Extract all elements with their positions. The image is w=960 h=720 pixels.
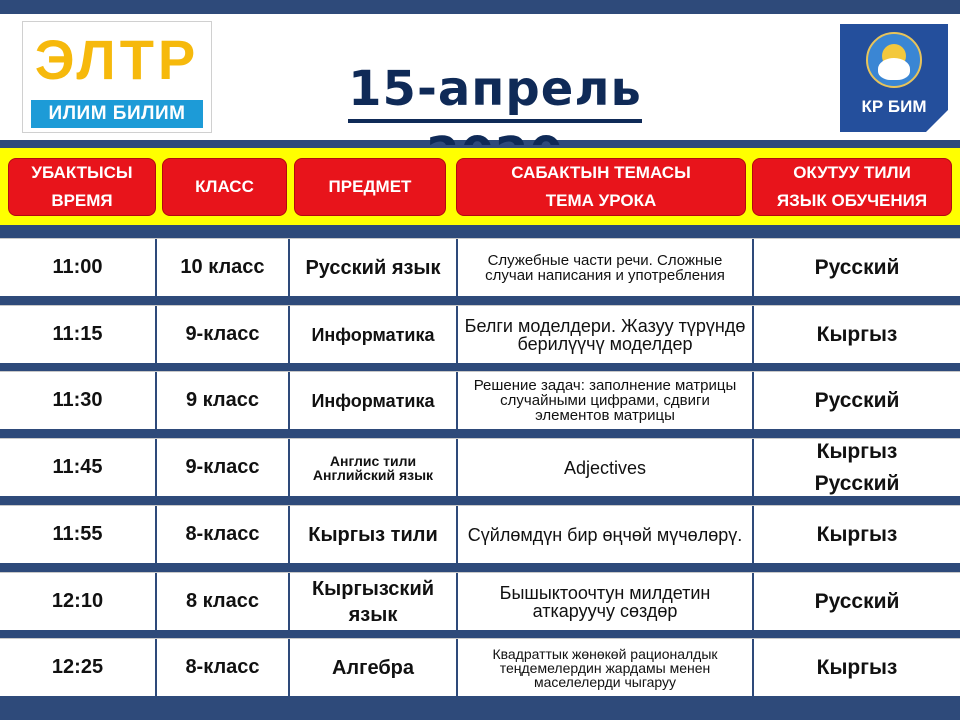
- row-time: 11:55: [52, 523, 103, 545]
- row-topic: Adjectives: [456, 439, 752, 496]
- table-row: [0, 371, 960, 429]
- eltr-logo-word: ЭЛТР: [34, 28, 200, 91]
- row-language: Русский: [752, 372, 960, 429]
- top-panel: [0, 14, 960, 140]
- header-time: УБАКТЫСЫ ВРЕМЯ: [8, 158, 156, 216]
- table-row: [0, 305, 960, 363]
- header-class: КЛАСС: [162, 158, 287, 216]
- table-row: [0, 238, 960, 296]
- row-language: Кыргыз Русский: [752, 439, 960, 496]
- row-topic: Сүйлөмдүн бир өңчөй мүчөлөрү.: [456, 506, 752, 563]
- row-class: 9 класс: [155, 372, 288, 429]
- eltr-logo: [22, 21, 212, 133]
- row-class: 10 класс: [155, 239, 288, 296]
- table-row: [0, 572, 960, 630]
- row-subject: Англис тили Английский язык: [288, 439, 456, 496]
- page-title-text: 15-апрель: [348, 61, 642, 189]
- row-time: 12:25: [51, 656, 104, 678]
- page-title: [300, 56, 690, 122]
- row-class: 8-класс: [155, 639, 288, 696]
- row-class: 8-класс: [155, 506, 288, 563]
- row-topic: Решение задач: заполнение матрицы случайными цифрами, сдвиги элементов матрицы: [456, 372, 752, 429]
- row-subject: Кыргызский язык: [288, 573, 456, 630]
- header-language: ОКУТУУ ТИЛИ ЯЗЫК ОБУЧЕНИЯ: [752, 158, 952, 216]
- kr-bim-label: КР БИМ: [861, 97, 927, 116]
- row-time: 11:15: [52, 323, 103, 345]
- row-language: Русский: [752, 239, 960, 296]
- row-time: 11:45: [52, 456, 103, 478]
- row-language: Кыргыз: [752, 506, 960, 563]
- table-header-band: [0, 145, 960, 225]
- row-topic: Квадраттык жөнөкөй рационалдык теңдемелердин жардамы менен маселелерди чыгаруу: [456, 639, 752, 696]
- row-subject: Информатика: [288, 372, 456, 429]
- kyrgyz-emblem-icon: [866, 32, 922, 88]
- row-time: 12:10: [51, 590, 104, 612]
- row-topic: Белги моделдери. Жазуу түрүндө берилүүчү моделдер: [456, 306, 752, 363]
- row-class: 8 класс: [155, 573, 288, 630]
- row-language: Русский: [752, 573, 960, 630]
- row-topic: Служебные части речи. Сложные случаи написания и употребления: [456, 239, 752, 296]
- table-row: [0, 438, 960, 496]
- row-time: 11:30: [52, 389, 103, 411]
- row-time: 11:00: [52, 256, 103, 278]
- row-subject: Русский язык: [288, 239, 456, 296]
- table-row: [0, 505, 960, 563]
- row-topic: Бышыктоочтун милдетин аткаруучу сөздөр: [456, 573, 752, 630]
- header-topic: САБАКТЫН ТЕМАСЫ ТЕМА УРОКА: [456, 158, 746, 216]
- page-fold-icon: [926, 110, 948, 132]
- row-language: Кыргыз: [752, 306, 960, 363]
- table-row: [0, 638, 960, 696]
- ilim-bilim-band: ИЛИМ БИЛИМ: [31, 100, 203, 128]
- row-subject: Алгебра: [288, 639, 456, 696]
- header-subject: ПРЕДМЕТ: [294, 158, 446, 216]
- row-class: 9-класс: [155, 439, 288, 496]
- kr-bim-logo: [840, 24, 948, 132]
- row-class: 9-класс: [155, 306, 288, 363]
- row-language: Кыргыз: [752, 639, 960, 696]
- row-subject: Кыргыз тили: [288, 506, 456, 563]
- emblem-bird-icon: [878, 58, 910, 80]
- row-subject: Информатика: [288, 306, 456, 363]
